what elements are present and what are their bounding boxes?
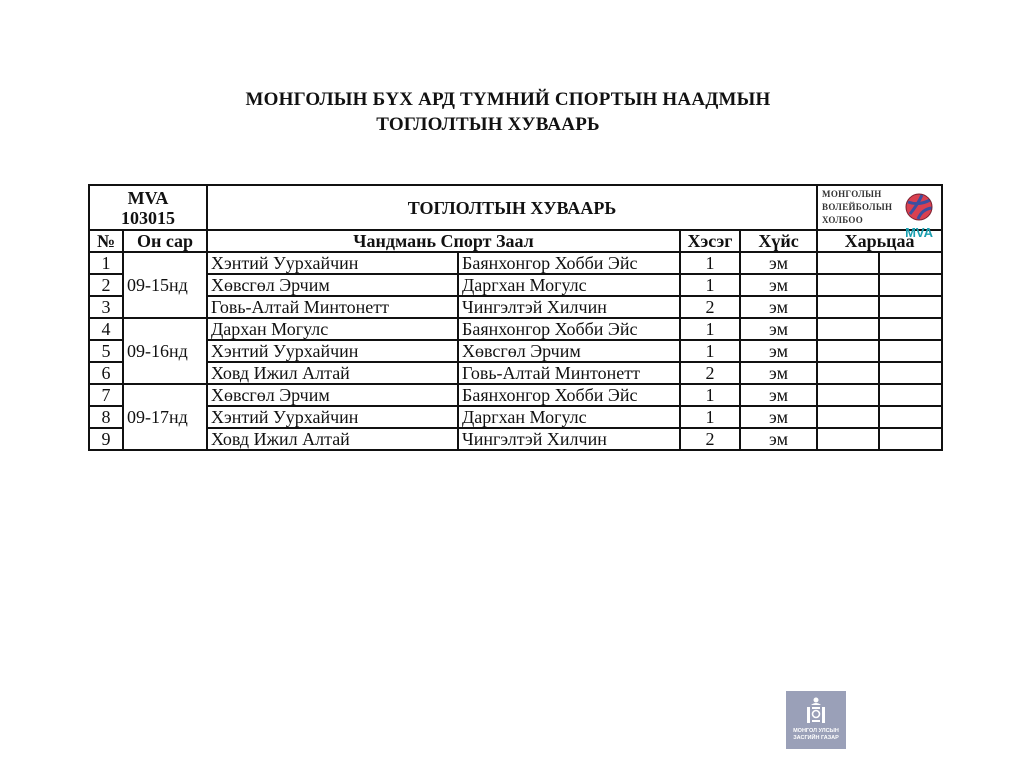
team-a: Хэнтий Уурхайчин — [207, 340, 458, 362]
round: 2 — [680, 296, 740, 318]
team-a: Хэнтий Уурхайчин — [207, 252, 458, 274]
result-away — [879, 318, 942, 340]
team-b: Говь-Алтай Минтонетт — [458, 362, 680, 384]
col-header-venue: Чандмань Спорт Заал — [207, 230, 680, 252]
org-id-cell — [89, 185, 207, 230]
result-away — [879, 362, 942, 384]
match-no: 9 — [89, 428, 123, 450]
result-home — [817, 318, 879, 340]
org-number: 103015 — [121, 207, 175, 228]
result-home — [817, 274, 879, 296]
round: 1 — [680, 384, 740, 406]
col-header-gender: Хүйс — [740, 230, 817, 252]
logo-brand: MVA — [905, 225, 933, 240]
team-a: Говь-Алтай Минтонетт — [207, 296, 458, 318]
round: 1 — [680, 318, 740, 340]
team-b: Баянхонгор Хобби Эйс — [458, 252, 680, 274]
match-no: 1 — [89, 252, 123, 274]
result-away — [879, 274, 942, 296]
table-row — [89, 406, 942, 428]
match-no: 5 — [89, 340, 123, 362]
soyombo-emblem-icon — [803, 696, 829, 726]
table-row — [89, 428, 942, 450]
round: 1 — [680, 340, 740, 362]
team-b: Баянхонгор Хобби Эйс — [458, 384, 680, 406]
logo-text: МОНГОЛЫН ВОЛЕЙБОЛЫН ХОЛБОО — [822, 189, 893, 225]
page-title: МОНГОЛЫН БҮХ АРД ТҮМНИЙ СПОРТЫН НААДМЫН — [245, 89, 771, 110]
gender: эм — [740, 274, 817, 296]
result-away — [879, 252, 942, 274]
team-b: Хөвсгөл Эрчим — [458, 340, 680, 362]
team-b: Чингэлтэй Хилчин — [458, 296, 680, 318]
government-watermark — [786, 691, 846, 749]
round: 1 — [680, 406, 740, 428]
table-row — [89, 296, 942, 318]
result-home — [817, 252, 879, 274]
result-away — [879, 296, 942, 318]
result-away — [879, 340, 942, 362]
table-row — [89, 252, 942, 274]
page-subtitle: ТОГЛОЛТЫН ХУВААРЬ — [376, 114, 600, 135]
result-away — [879, 384, 942, 406]
match-no: 4 — [89, 318, 123, 340]
col-header-no: № — [89, 230, 123, 252]
round: 2 — [680, 362, 740, 384]
gender: эм — [740, 384, 817, 406]
table-row — [89, 384, 942, 406]
gender: эм — [740, 428, 817, 450]
table-row — [89, 318, 942, 340]
result-home — [817, 340, 879, 362]
federation-logo — [817, 185, 942, 240]
team-a: Дархан Могулс — [207, 318, 458, 340]
team-a: Хөвсгөл Эрчим — [207, 384, 458, 406]
result-away — [879, 428, 942, 450]
col-header-round: Хэсэг — [680, 230, 740, 252]
table-row — [89, 340, 942, 362]
date-cell: 09-16нд — [123, 318, 207, 384]
table-row — [89, 274, 942, 296]
team-b: Баянхонгор Хобби Эйс — [458, 318, 680, 340]
result-home — [817, 362, 879, 384]
gender: эм — [740, 362, 817, 384]
gender: эм — [740, 406, 817, 428]
round: 2 — [680, 428, 740, 450]
team-b: Даргхан Могулс — [458, 406, 680, 428]
volleyball-icon — [904, 192, 934, 222]
match-no: 7 — [89, 384, 123, 406]
round: 1 — [680, 274, 740, 296]
team-a: Ховд Ижил Алтай — [207, 362, 458, 384]
gender: эм — [740, 296, 817, 318]
match-no: 6 — [89, 362, 123, 384]
result-home — [817, 296, 879, 318]
result-away — [879, 406, 942, 428]
table-row — [89, 362, 942, 384]
team-a: Хэнтий Уурхайчин — [207, 406, 458, 428]
match-no: 2 — [89, 274, 123, 296]
team-a: Хөвсгөл Эрчим — [207, 274, 458, 296]
round: 1 — [680, 252, 740, 274]
result-home — [817, 384, 879, 406]
gender: эм — [740, 340, 817, 362]
match-no: 3 — [89, 296, 123, 318]
col-header-date: Он сар — [123, 230, 207, 252]
table-header-block — [89, 185, 942, 230]
date-cell: 09-17нд — [123, 384, 207, 450]
watermark-text: МОНГОЛ УЛСЫН ЗАСГИЙН ГАЗАР — [793, 728, 839, 741]
org-code: MVA — [127, 187, 169, 208]
match-no: 8 — [89, 406, 123, 428]
schedule-table — [88, 184, 943, 451]
team-b: Даргхан Могулс — [458, 274, 680, 296]
date-cell: 09-15нд — [123, 252, 207, 318]
team-a: Ховд Ижил Алтай — [207, 428, 458, 450]
gender: эм — [740, 252, 817, 274]
gender: эм — [740, 318, 817, 340]
column-headers — [89, 230, 942, 252]
table-title: ТОГЛОЛТЫН ХУВААРЬ — [207, 185, 817, 230]
result-home — [817, 406, 879, 428]
col-header-result: Харьцаа — [817, 230, 942, 252]
team-b: Чингэлтэй Хилчин — [458, 428, 680, 450]
logo-badge — [902, 192, 936, 240]
result-home — [817, 428, 879, 450]
